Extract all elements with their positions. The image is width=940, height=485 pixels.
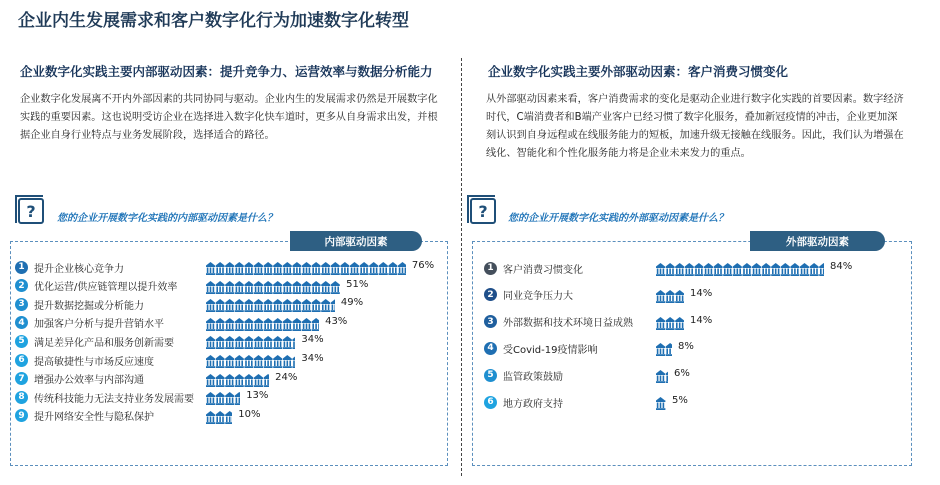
rank-badge: 1 bbox=[484, 262, 497, 275]
rank-badge: 5 bbox=[484, 369, 497, 382]
category-label: 满足差异化产品和服务创新需要 bbox=[34, 337, 174, 349]
value-bar bbox=[656, 341, 672, 354]
rank-badge: 6 bbox=[15, 354, 28, 367]
right-paragraph: 从外部驱动因素来看，客户消费需求的变化是驱动企业进行数字化实践的首要因素。数字经济时代，C端消费者和B端产业客户已经习惯了数字化服务，叠加新冠疫情的冲击，企业更加深刻认识到自身远程或在线服务能力的短板，加速升级无接触在线服务。因此，我们认为增强在线化、智能化和个性化服务能力将是企业未来发力的重点。 bbox=[486, 94, 904, 159]
value-bar bbox=[206, 390, 240, 403]
rank-badge: 4 bbox=[484, 342, 497, 355]
category-label: 外部数据和技术环境日益成熟 bbox=[503, 318, 633, 330]
value-bar bbox=[206, 316, 319, 329]
rank-badge: 7 bbox=[15, 372, 28, 385]
question-icon: ? bbox=[18, 198, 44, 224]
rank-badge: 3 bbox=[484, 315, 497, 328]
chart-row bbox=[15, 333, 174, 349]
category-label: 传统科技能力无法支持业务发展需要 bbox=[34, 393, 194, 405]
chart-row bbox=[484, 340, 597, 356]
value-bar bbox=[206, 260, 406, 273]
chart-row bbox=[484, 367, 563, 383]
chart-row bbox=[15, 315, 164, 331]
value-bar bbox=[206, 334, 295, 347]
category-label: 提升数据挖掘或分析能力 bbox=[34, 300, 144, 312]
value-label: 34% bbox=[301, 334, 324, 346]
category-label: 地方政府支持 bbox=[503, 398, 563, 410]
rank-badge: 9 bbox=[15, 409, 28, 422]
chart-row bbox=[484, 314, 633, 330]
value-bar bbox=[656, 288, 684, 301]
value-bar bbox=[206, 353, 295, 366]
chart-row bbox=[15, 296, 144, 312]
chart-row bbox=[15, 259, 124, 275]
question-icon: ? bbox=[470, 198, 496, 224]
category-label: 提升企业核心竞争力 bbox=[34, 263, 124, 275]
value-bar bbox=[206, 409, 232, 422]
rank-badge: 8 bbox=[15, 391, 28, 404]
page-title: 企业内生发展需求和客户数字化行为加速数字化转型 bbox=[18, 11, 409, 31]
category-label: 受Covid-19疫情影响 bbox=[503, 344, 598, 356]
value-label: 6% bbox=[674, 368, 690, 380]
value-label: 14% bbox=[690, 314, 713, 326]
value-bar bbox=[656, 368, 668, 381]
rank-badge: 2 bbox=[15, 279, 28, 292]
category-label: 增强办公效率与内部沟通 bbox=[34, 375, 144, 387]
category-label: 提高敏捷性与市场反应速度 bbox=[34, 356, 154, 368]
rank-badge: 5 bbox=[15, 335, 28, 348]
category-label: 同业竞争压力大 bbox=[503, 291, 573, 303]
value-bar bbox=[656, 395, 666, 408]
value-label: 51% bbox=[346, 278, 369, 290]
value-label: 76% bbox=[411, 260, 435, 271]
right-question: 您的企业开展数字化实践的外部驱动因素是什么？ bbox=[508, 213, 728, 224]
internal-drivers-tab: 内部驱动因素 bbox=[290, 231, 422, 251]
right-subtitle: 企业数字化实践主要外部驱动因素：客户消费习惯变化 bbox=[488, 64, 789, 79]
left-question: 您的企业开展数字化实践的内部驱动因素是什么？ bbox=[57, 213, 277, 224]
value-bar bbox=[206, 279, 340, 292]
value-label: 14% bbox=[690, 287, 713, 299]
value-label: 10% bbox=[238, 408, 261, 420]
chart-row bbox=[484, 260, 583, 276]
category-label: 监管政策鼓励 bbox=[503, 371, 563, 383]
value-label: 84% bbox=[830, 261, 853, 272]
category-label: 客户消费习惯变化 bbox=[503, 264, 583, 276]
chart-row bbox=[484, 287, 573, 303]
value-bar bbox=[206, 297, 335, 310]
chart-row bbox=[15, 278, 177, 294]
external-chart-panel bbox=[472, 241, 912, 466]
value-bar bbox=[656, 315, 684, 328]
rank-badge: 1 bbox=[15, 261, 28, 274]
chart-row bbox=[15, 352, 154, 368]
column-divider bbox=[461, 58, 462, 476]
chart-row bbox=[15, 371, 144, 387]
value-label: 13% bbox=[246, 390, 269, 402]
chart-row bbox=[15, 408, 154, 424]
value-label: 49% bbox=[340, 297, 364, 309]
rank-badge: 4 bbox=[15, 316, 28, 329]
internal-drivers-chart bbox=[11, 242, 447, 465]
rank-badge: 3 bbox=[15, 298, 28, 311]
category-label: 提升网络安全性与隐私保护 bbox=[34, 412, 154, 424]
value-bar bbox=[656, 261, 824, 274]
value-label: 5% bbox=[672, 395, 688, 406]
chart-row bbox=[15, 389, 194, 405]
left-paragraph: 企业数字化发展离不开内外部因素的共同协同与驱动。企业内生的发展需求仍然是开展数字化实践的重要因素。这也说明受访企业在选择进入数字化快车道时，更多从自身需求出发，并根据企业自身行业特点与业务发展阶段，选择适合的路径。 bbox=[20, 94, 438, 141]
value-bar bbox=[206, 372, 269, 385]
category-label: 优化运营/供应链管理以提升效率 bbox=[34, 282, 178, 294]
value-label: 24% bbox=[275, 371, 298, 383]
value-label: 34% bbox=[301, 353, 324, 364]
external-drivers-chart bbox=[473, 242, 911, 465]
external-drivers-tab: 外部驱动因素 bbox=[750, 231, 885, 251]
category-label: 加强客户分析与提升营销水平 bbox=[34, 319, 164, 331]
left-subtitle: 企业数字化实践主要内部驱动因素：提升竞争力、运营效率与数据分析能力 bbox=[20, 64, 433, 79]
chart-row bbox=[484, 394, 563, 410]
rank-badge: 2 bbox=[484, 288, 497, 301]
value-label: 8% bbox=[678, 341, 694, 353]
rank-badge: 6 bbox=[484, 396, 497, 409]
value-label: 43% bbox=[325, 315, 348, 327]
internal-chart-panel bbox=[10, 241, 448, 466]
